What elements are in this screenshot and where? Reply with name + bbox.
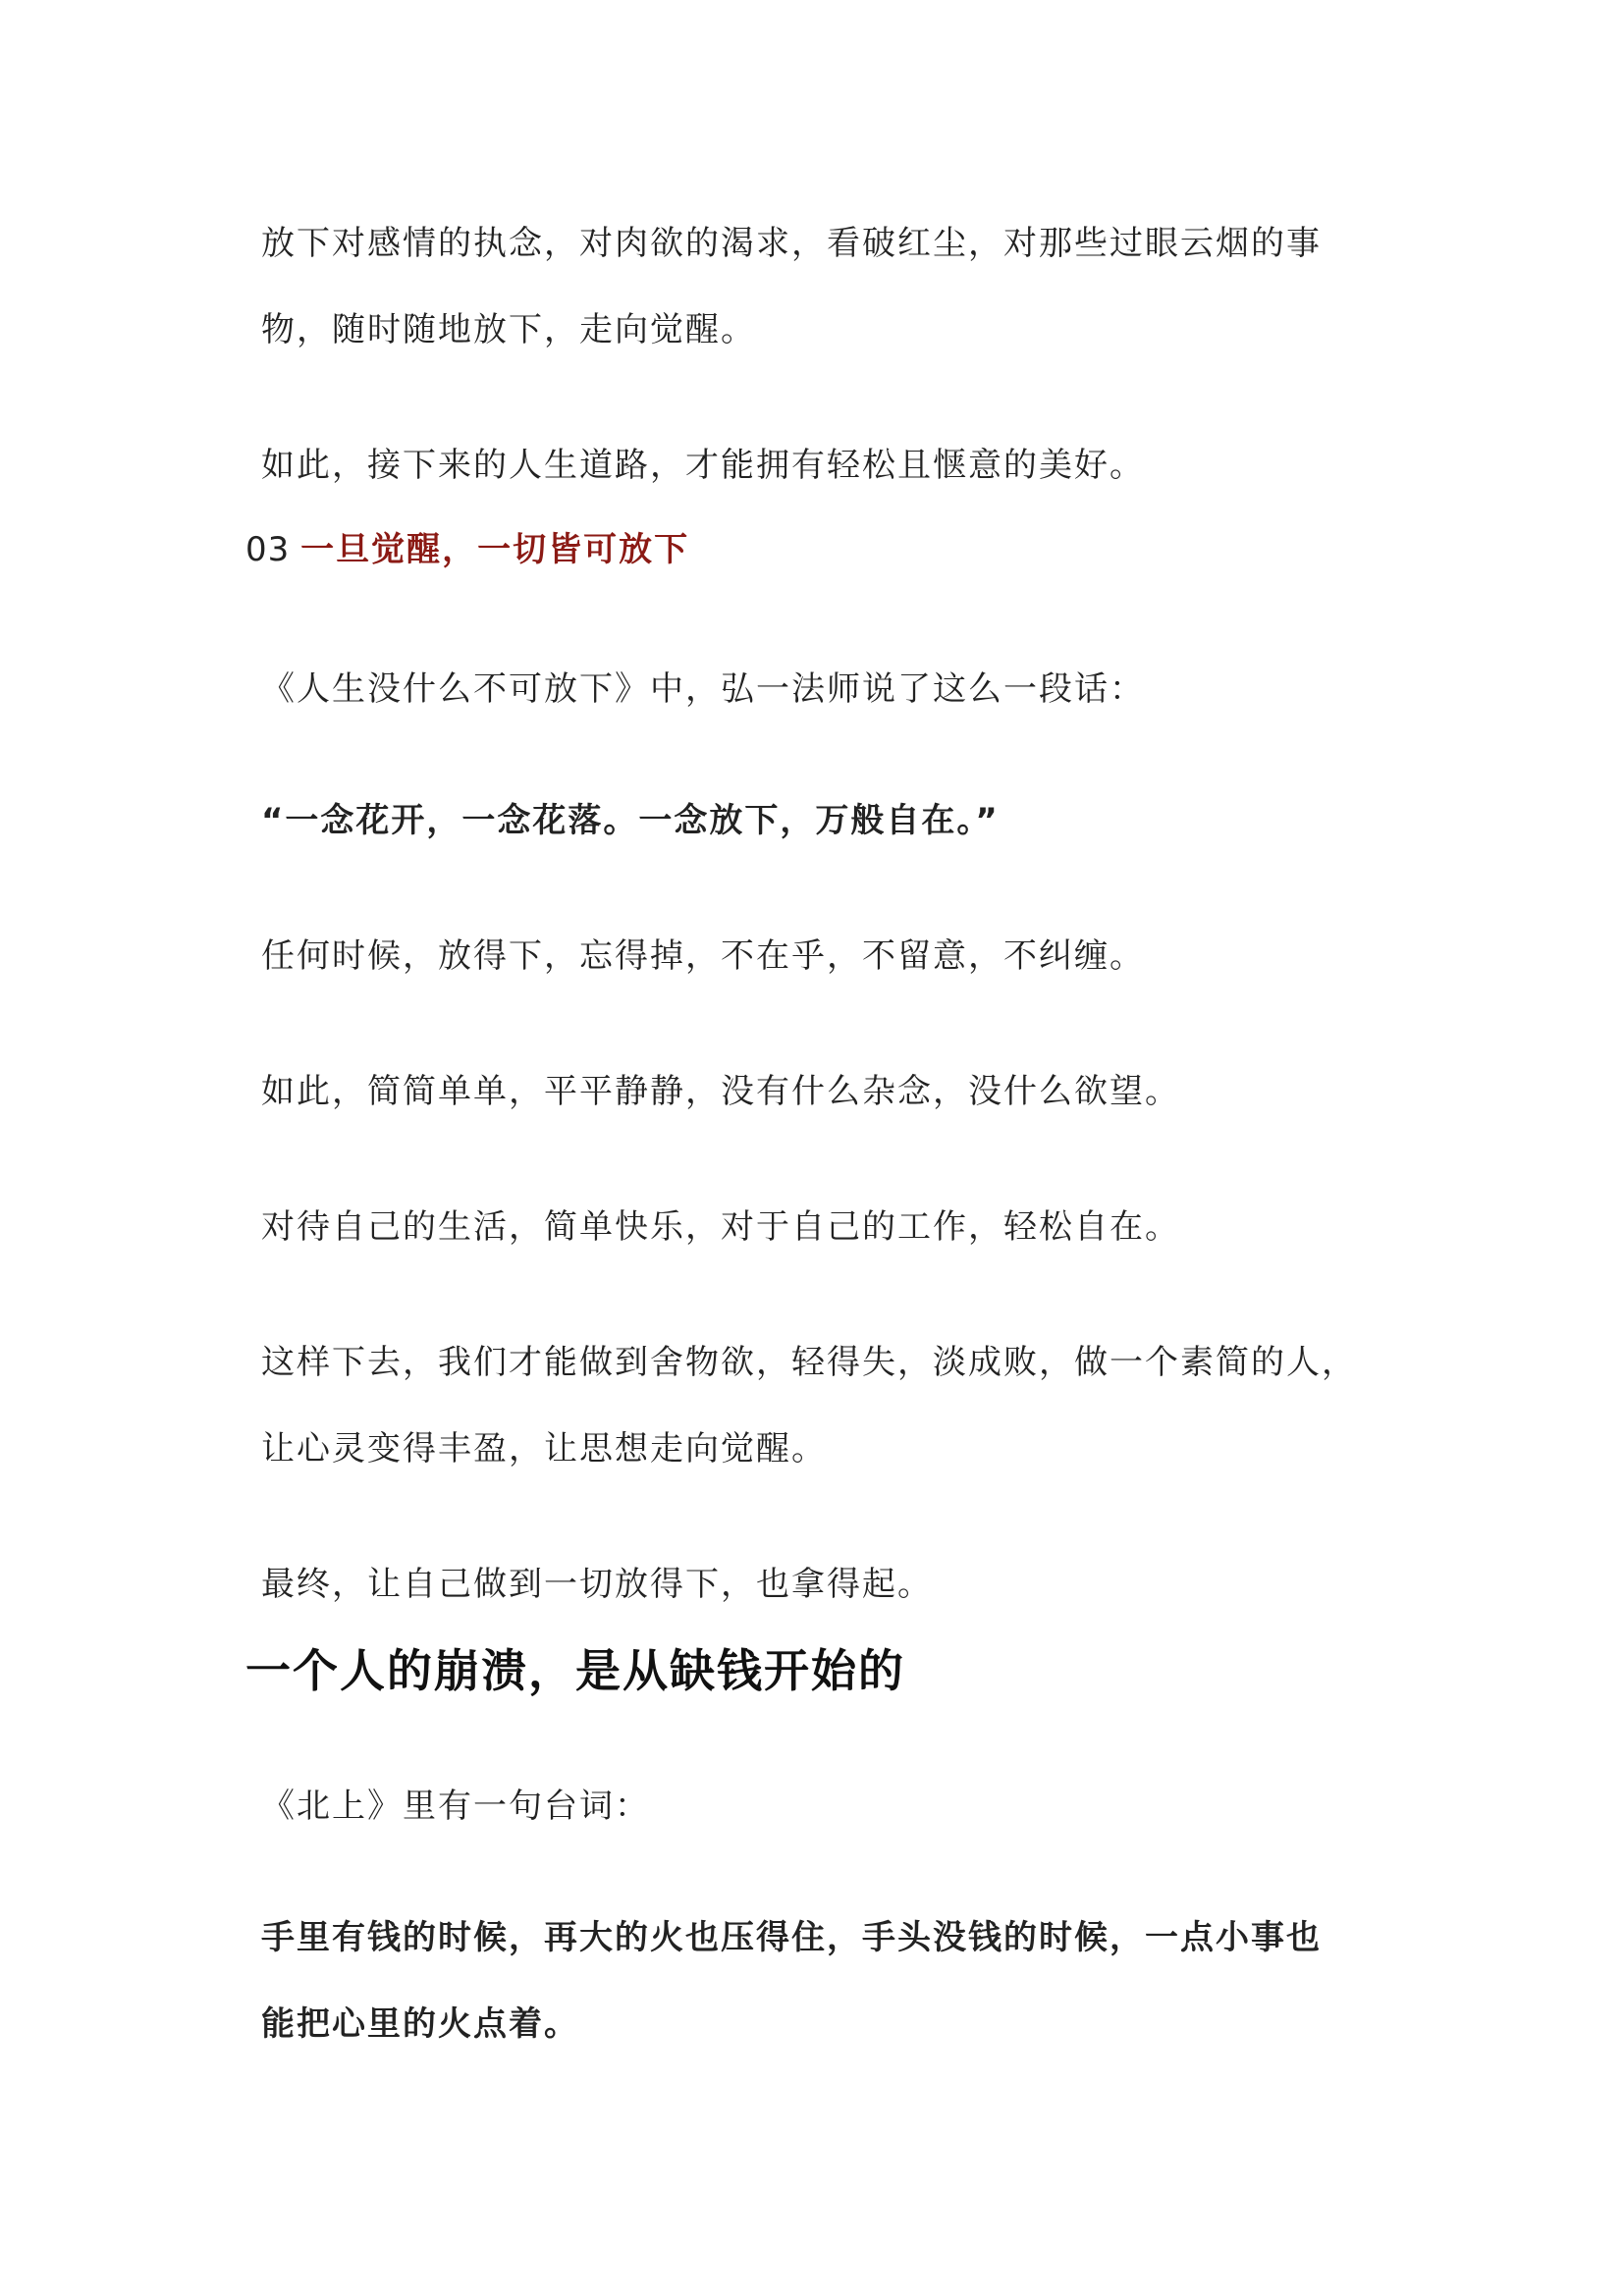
paragraph-8: 最终，让自己做到一切放得下，也拿得起。 xyxy=(261,1565,933,1604)
paragraph-2: 如此，接下来的人生道路，才能拥有轻松且惬意的美好。 xyxy=(261,446,1145,485)
paragraph-9: 《北上》里有一句台词： xyxy=(261,1787,650,1826)
section-number: 03 xyxy=(245,530,291,569)
paragraph-7-line-1: 这样下去，我们才能做到舍物欲，轻得失，淡成败，做一个素简的人， xyxy=(261,1343,1357,1382)
section-heading xyxy=(245,528,689,571)
paragraph-1-line-1: 放下对感情的执念，对肉欲的渴求，看破红尘，对那些过眼云烟的事 xyxy=(261,224,1322,263)
paragraph-3: 《人生没什么不可放下》中，弘一法师说了这么一段话： xyxy=(261,669,1145,709)
paragraph-1-line-2: 物，随时随地放下，走向觉醒。 xyxy=(261,310,756,349)
quote-2-line-1: 手里有钱的时候，再大的火也压得住，手头没钱的时候，一点小事也 xyxy=(261,1918,1322,1957)
paragraph-6: 对待自己的生活，简单快乐，对于自己的工作，轻松自在。 xyxy=(261,1207,1180,1247)
paragraph-4: 任何时候，放得下，忘得掉，不在乎，不留意，不纠缠。 xyxy=(261,936,1145,976)
section-title: 一旦觉醒，一切皆可放下 xyxy=(300,530,690,569)
paragraph-7-line-2: 让心灵变得丰盈，让思想走向觉醒。 xyxy=(261,1429,827,1468)
paragraph-5: 如此，简简单单，平平静静，没有什么杂念，没什么欲望。 xyxy=(261,1072,1180,1111)
quote: “一念花开，一念花落。一念放下，万般自在。” xyxy=(261,801,1000,840)
article-title: 一个人的崩溃，是从缺钱开始的 xyxy=(245,1644,905,1697)
quote-2-line-2: 能把心里的火点着。 xyxy=(261,2004,579,2044)
